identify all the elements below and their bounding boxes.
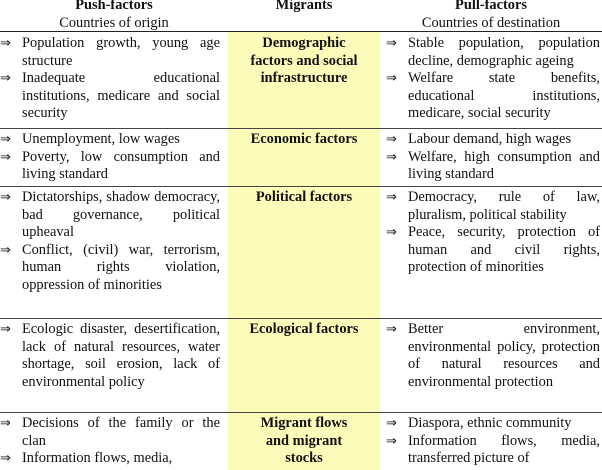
push-subtitle: Countries of origin <box>59 14 169 31</box>
list-item: ⇒ Ecologic disaster, desertification, lack of natural resources, water shortage, soil erosion, lack of environmental policy <box>0 321 220 390</box>
row-divider <box>0 186 602 187</box>
arrow-right-icon: ⇒ <box>386 416 397 431</box>
arrow-right-icon: ⇒ <box>386 190 397 205</box>
list-item: ⇒ Unemployment, low wages <box>0 131 180 147</box>
row-ecological-push <box>0 321 228 391</box>
category-label: Ecological factors <box>249 321 359 337</box>
push-header <box>0 0 228 32</box>
list-item: ⇒ Population growth, young age structure <box>0 35 220 69</box>
row-divider <box>0 412 602 413</box>
list-item: ⇒ Information flows, media, transferred picture of <box>386 432 600 467</box>
row-political-push <box>0 189 228 295</box>
row-economic-category <box>228 131 380 149</box>
category-label: Political factors <box>255 189 353 205</box>
row-ecological-category <box>228 321 380 339</box>
arrow-right-icon: ⇒ <box>0 71 11 87</box>
arrow-right-icon: ⇒ <box>0 416 11 431</box>
list-item: ⇒ Stable population, population decline, demographic ageing <box>386 35 600 69</box>
migrants-header <box>228 0 380 15</box>
row-political-category <box>228 189 380 207</box>
row-ecological-pull <box>380 321 602 391</box>
migrants-column-highlight <box>228 31 380 470</box>
arrow-right-icon: ⇒ <box>386 132 397 147</box>
row-divider <box>0 318 602 319</box>
list-item: ⇒ Labour demand, high wages <box>386 131 572 147</box>
list-item: ⇒ Decisions of the family or the clan <box>0 415 220 449</box>
pull-header <box>380 0 602 32</box>
row-migrant-flows-category <box>228 415 380 468</box>
arrow-right-icon: ⇒ <box>0 322 11 337</box>
list-item: ⇒ Inadequate educational institutions, medicare and social security <box>0 70 220 122</box>
arrow-right-icon: ⇒ <box>386 149 397 165</box>
list-item: ⇒ Dictatorships, shadow democracy, bad governance, political upheaval <box>0 189 220 241</box>
arrow-right-icon: ⇒ <box>386 433 397 449</box>
list-item: ⇒ Poverty, low consumption and living standard <box>0 148 220 183</box>
row-demographic-push <box>0 35 228 123</box>
category-label: Demographic factors and social infrastructure <box>250 35 358 87</box>
row-migrant-flows-push <box>0 415 228 468</box>
pull-title: Pull-factors <box>455 0 527 13</box>
row-divider <box>0 128 602 129</box>
row-political-pull <box>380 189 602 277</box>
arrow-right-icon: ⇒ <box>386 322 397 337</box>
category-label: Migrant flows and migrant stocks <box>260 415 348 467</box>
arrow-right-icon: ⇒ <box>0 242 11 258</box>
row-demographic-pull <box>380 35 602 123</box>
list-item: ⇒ Better environment, environmental policy, protection of natural resources and environmental protection <box>386 321 600 390</box>
list-item: ⇒ Information flows, media, <box>0 450 173 467</box>
list-item: ⇒ Peace, security, protection of human and civil rights, protection of minorities <box>386 224 600 276</box>
row-economic-push <box>0 131 228 184</box>
arrow-right-icon: ⇒ <box>0 451 11 467</box>
arrow-right-icon: ⇒ <box>0 132 11 147</box>
migrants-title: Migrants <box>275 0 333 13</box>
arrow-right-icon: ⇒ <box>386 71 397 87</box>
list-item: ⇒ Diaspora, ethnic community <box>386 415 572 431</box>
arrow-right-icon: ⇒ <box>0 190 11 205</box>
arrow-right-icon: ⇒ <box>0 149 11 165</box>
list-item: ⇒ Welfare, high consumption and living standard <box>386 148 600 183</box>
arrow-right-icon: ⇒ <box>386 225 397 241</box>
list-item: ⇒ Conflict, (civil) war, terrorism, human rights violation, oppression of minorities <box>0 241 220 293</box>
header-divider <box>0 31 602 32</box>
row-migrant-flows-pull <box>380 415 602 468</box>
row-demographic-category <box>228 35 380 88</box>
list-item: ⇒ Democracy, rule of law, pluralism, political stability <box>386 189 600 223</box>
row-economic-pull <box>380 131 602 184</box>
arrow-right-icon: ⇒ <box>386 36 397 51</box>
category-label: Economic factors <box>250 131 358 147</box>
pull-subtitle: Countries of destination <box>421 14 561 31</box>
push-title: Push-factors <box>75 0 153 13</box>
list-item: ⇒ Welfare state benefits, educational institutions, medicare, social security <box>386 70 600 122</box>
arrow-right-icon: ⇒ <box>0 36 11 51</box>
